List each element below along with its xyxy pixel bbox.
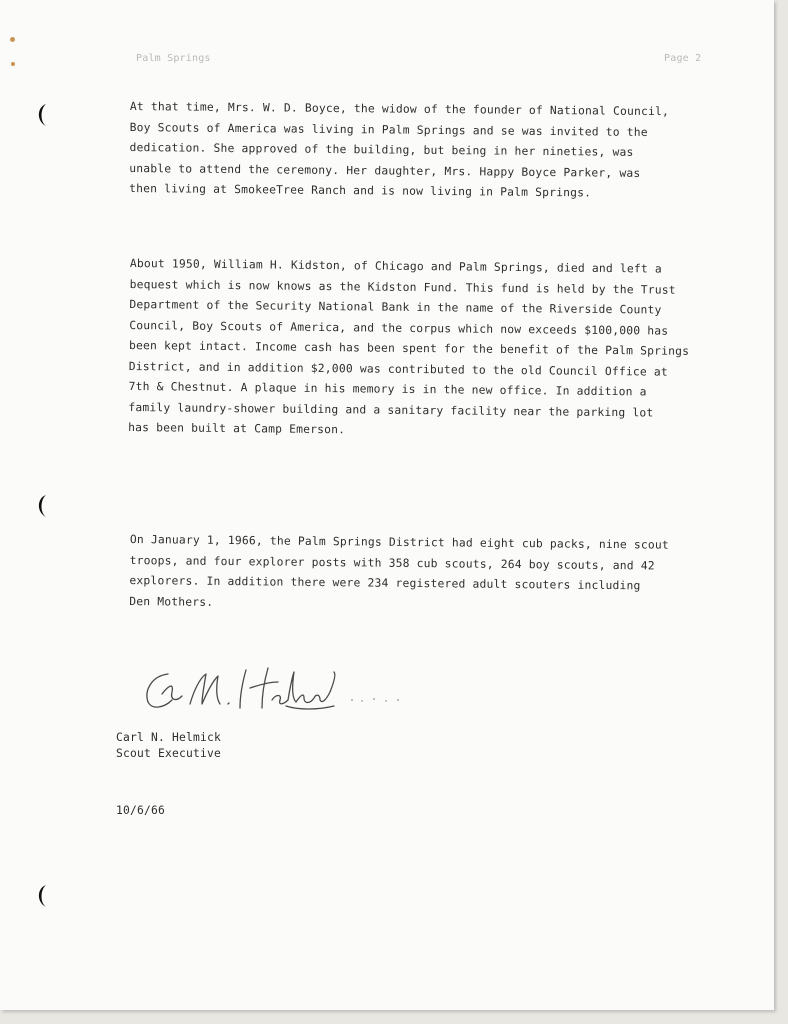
- signature-block: [116, 730, 221, 762]
- handwritten-signature: [138, 660, 418, 720]
- text-line: dedication. She approved of the building, but being in her nineties, was: [129, 140, 634, 159]
- paragraph-boyce: [129, 97, 730, 205]
- paragraph-kidston: [128, 254, 730, 445]
- binder-hole-icon: [34, 884, 50, 908]
- text-line: At that time, Mrs. W. D. Boyce, the widow of the founder of National Council,: [129, 99, 670, 119]
- text-line: been kept intact. Income cash has been spent for the benefit of the Palm Springs: [128, 338, 690, 358]
- stain-mark: [10, 37, 15, 42]
- text-line: Den Mothers.: [129, 594, 214, 609]
- running-header-right: Page 2: [664, 53, 702, 64]
- text-line: Council, Boy Scouts of America, and the corpus which now exceeds $100,000 has: [129, 318, 669, 338]
- text-line: 7th & Chestnut. A plaque in his memory is in the new office. In addition a: [128, 379, 647, 399]
- text-line: explorers. In addition there were 234 registered adult scouters including: [129, 573, 641, 593]
- text-line: troops, and four explorer posts with 358 cub scouts, 264 boy scouts, and 42: [129, 553, 655, 572]
- binder-hole-icon: [34, 103, 50, 127]
- signer-name: Carl N. Helmick: [116, 731, 222, 744]
- paragraph-statistics: [129, 530, 730, 618]
- text-line: About 1950, William H. Kidston, of Chicago and Palm Springs, died and left a: [129, 256, 663, 276]
- text-line: On January 1, 1966, the Palm Springs District had eight cub packs, nine scout: [129, 532, 670, 552]
- text-line: family laundry-shower building and a sanitary facility near the parking lot: [128, 400, 654, 419]
- running-header-left: Palm Springs: [136, 53, 211, 64]
- stain-mark: [11, 62, 15, 66]
- document-date: 10/6/66: [116, 804, 166, 817]
- signer-title: Scout Executive: [116, 747, 222, 760]
- text-line: unable to attend the ceremony. Her daughter, Mrs. Happy Boyce Parker, was: [129, 161, 641, 180]
- text-line: then living at SmokeeTree Ranch and is now living in Palm Springs.: [129, 181, 592, 200]
- binder-hole-icon: [34, 494, 50, 518]
- text-line: bequest which is now knows as the Kidston Fund. This fund is held by the Trust: [129, 277, 676, 297]
- text-line: has been built at Camp Emerson.: [128, 420, 346, 437]
- text-line: Boy Scouts of America was living in Palm Springs and se was invited to the: [129, 120, 648, 139]
- text-line: District, and in addition $2,000 was contributed to the old Council Office at: [128, 359, 668, 379]
- text-line: Department of the Security National Bank in the name of the Riverside County: [129, 297, 662, 317]
